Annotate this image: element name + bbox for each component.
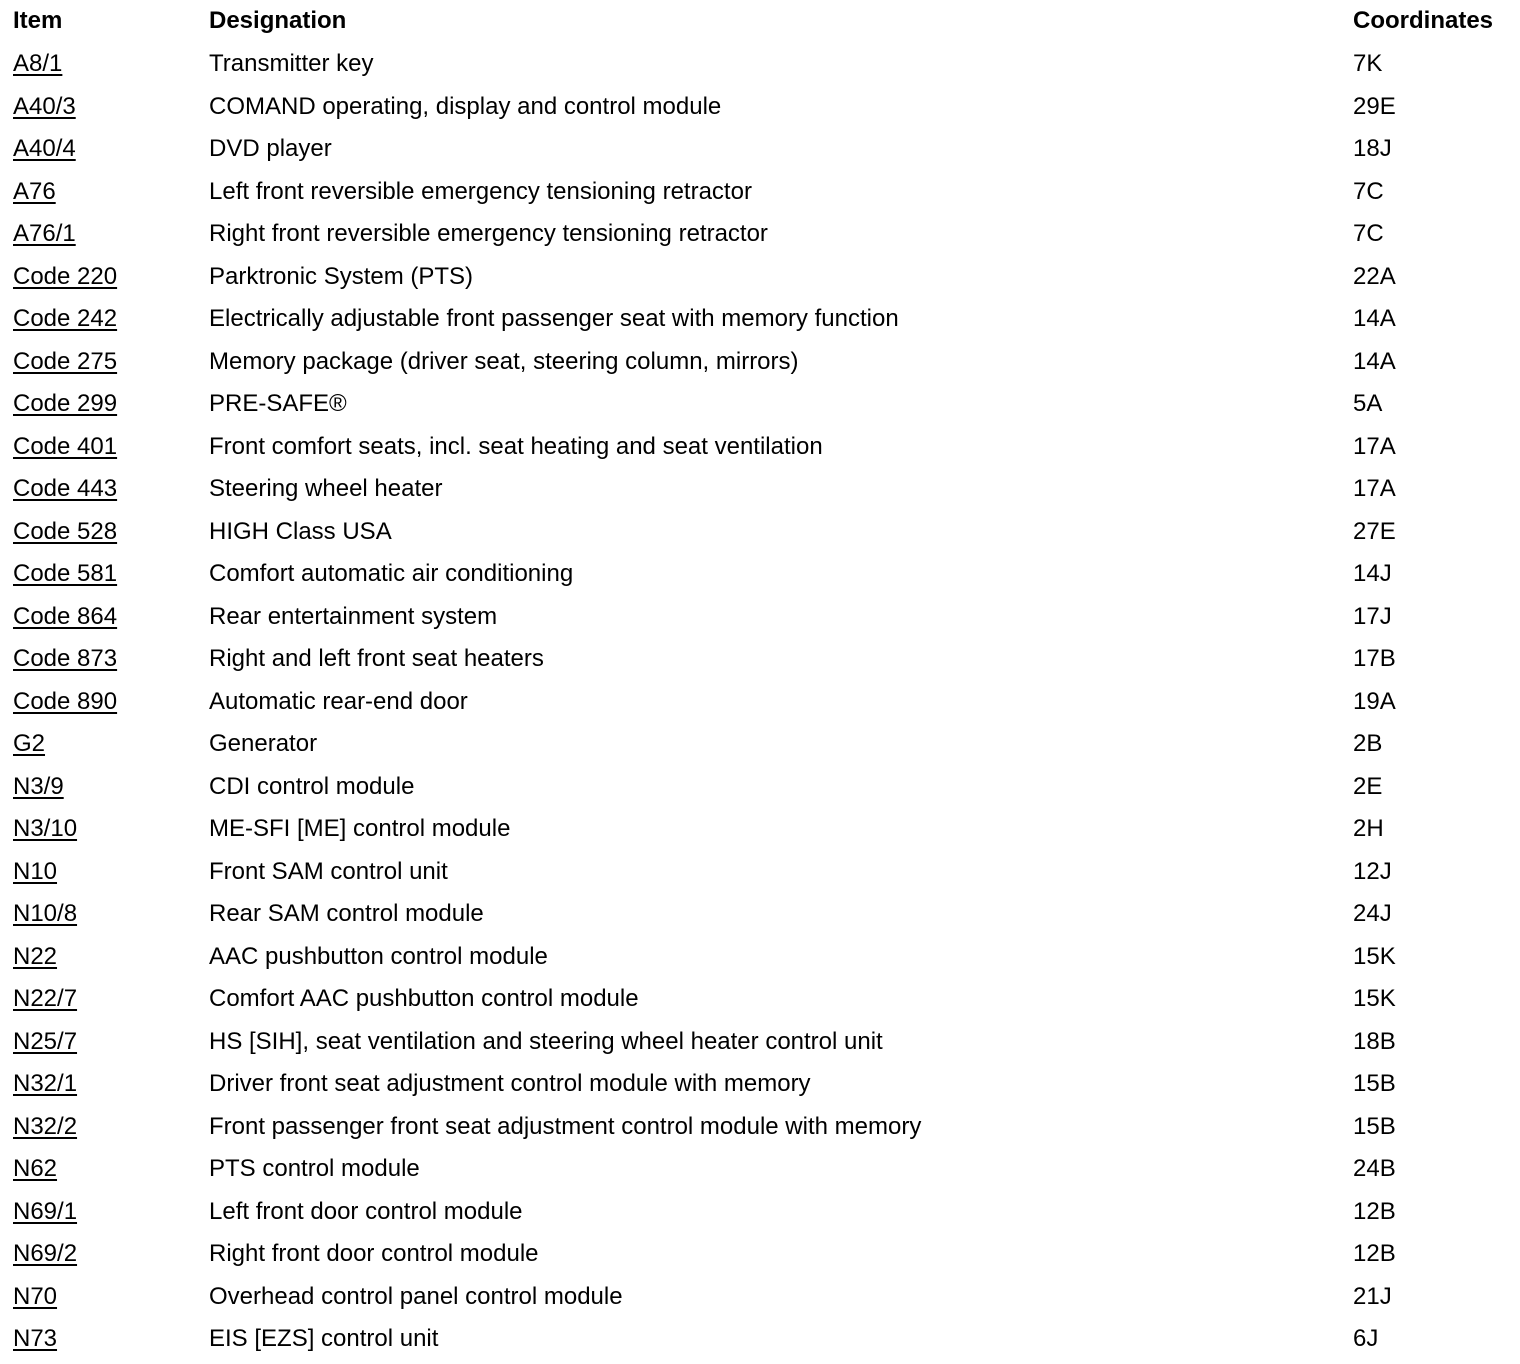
cell-designation: EIS [EZS] control unit xyxy=(209,1325,439,1352)
cell-item xyxy=(13,1327,57,1351)
cell-item xyxy=(13,1242,77,1266)
cell-coordinates: 12J xyxy=(1353,857,1392,885)
item-link[interactable]: N73 xyxy=(13,1325,58,1352)
item-link[interactable]: A76/1 xyxy=(13,220,76,247)
table-row xyxy=(0,724,1520,767)
table-row xyxy=(0,894,1520,937)
item-link[interactable]: N32/2 xyxy=(13,1112,78,1140)
header-item: Item xyxy=(13,7,63,34)
cell-item xyxy=(13,817,77,841)
cell-designation: Parktronic System (PTS) xyxy=(209,262,474,290)
table-header xyxy=(0,0,1520,44)
table-row xyxy=(0,342,1520,385)
table-row xyxy=(0,469,1520,512)
cell-coordinates: 2E xyxy=(1353,772,1383,800)
cell-item xyxy=(13,902,77,926)
item-link[interactable]: Code 220 xyxy=(13,262,118,290)
cell-item xyxy=(13,1027,78,1055)
cell-item xyxy=(13,262,118,290)
item-link[interactable]: N22 xyxy=(13,942,58,970)
cell-item xyxy=(13,987,77,1011)
cell-coordinates: 29E xyxy=(1353,92,1396,120)
cell-item xyxy=(13,307,117,331)
table-row xyxy=(0,682,1520,725)
cell-designation: PTS control module xyxy=(209,1155,420,1182)
table-row xyxy=(0,1064,1520,1107)
table-row xyxy=(0,427,1520,470)
cell-item xyxy=(13,602,118,630)
cell-coordinates: 15B xyxy=(1353,1070,1396,1097)
table-row xyxy=(0,1319,1520,1362)
cell-item xyxy=(13,1197,78,1225)
table-row xyxy=(0,639,1520,682)
item-link[interactable]: Code 443 xyxy=(13,475,118,502)
table-row xyxy=(0,1022,1520,1065)
cell-coordinates: 17A xyxy=(1353,475,1396,502)
cell-designation: Right and left front seat heaters xyxy=(209,645,544,672)
item-link[interactable]: N10 xyxy=(13,857,58,885)
cell-coordinates: 15K xyxy=(1353,985,1396,1012)
item-link[interactable]: N69/1 xyxy=(13,1197,78,1225)
table-row xyxy=(0,1192,1520,1235)
cell-designation: Rear entertainment system xyxy=(209,602,498,630)
item-link[interactable]: N22/7 xyxy=(13,985,78,1012)
header-coordinates: Coordinates xyxy=(1353,7,1494,34)
cell-designation: Rear SAM control module xyxy=(209,900,484,927)
cell-designation: DVD player xyxy=(209,135,332,162)
cell-coordinates: 2H xyxy=(1353,815,1384,842)
item-link[interactable]: Code 890 xyxy=(13,687,118,715)
cell-item xyxy=(13,517,118,545)
cell-designation: Left front door control module xyxy=(209,1197,523,1225)
table-row xyxy=(0,1234,1520,1277)
cell-designation: Memory package (driver seat, steering column, mirrors) xyxy=(209,347,799,375)
table-row xyxy=(0,384,1520,427)
cell-item xyxy=(13,392,117,416)
item-link[interactable]: Code 528 xyxy=(13,517,118,545)
item-link[interactable]: Code 864 xyxy=(13,602,118,630)
cell-coordinates: 24B xyxy=(1353,1155,1396,1182)
cell-designation: Right front door control module xyxy=(209,1240,539,1267)
item-link[interactable]: A76 xyxy=(13,177,56,205)
header-designation: Designation xyxy=(209,7,347,34)
cell-coordinates: 18B xyxy=(1353,1027,1396,1055)
cell-designation: HS [SIH], seat ventilation and steering wheel heater control unit xyxy=(209,1027,883,1055)
cell-item xyxy=(13,177,56,205)
cell-coordinates: 17A xyxy=(1353,432,1396,460)
cell-item xyxy=(13,1282,58,1310)
cell-coordinates: 7C xyxy=(1353,220,1384,247)
table-row xyxy=(0,44,1520,87)
cell-coordinates: 14J xyxy=(1353,560,1392,587)
cell-item xyxy=(13,1112,78,1140)
cell-item xyxy=(13,942,58,970)
item-link[interactable]: Code 275 xyxy=(13,347,118,375)
cell-designation: CDI control module xyxy=(209,772,415,800)
cell-coordinates: 2B xyxy=(1353,730,1383,757)
table-row xyxy=(0,554,1520,597)
table-row xyxy=(0,172,1520,215)
item-link[interactable]: N32/1 xyxy=(13,1070,78,1097)
item-link[interactable]: Code 581 xyxy=(13,560,118,587)
item-link[interactable]: Code 873 xyxy=(13,645,118,672)
item-link[interactable]: A40/3 xyxy=(13,92,76,120)
table-body xyxy=(0,44,1520,1362)
item-link[interactable]: A8/1 xyxy=(13,50,63,77)
item-link[interactable]: N70 xyxy=(13,1282,58,1310)
cell-designation: Comfort automatic air conditioning xyxy=(209,560,574,587)
table-row xyxy=(0,87,1520,130)
item-link[interactable]: A40/4 xyxy=(13,135,76,162)
cell-coordinates: 21J xyxy=(1353,1282,1392,1310)
item-link[interactable]: Code 299 xyxy=(13,390,118,417)
cell-item xyxy=(13,647,117,671)
cell-coordinates: 14A xyxy=(1353,347,1396,375)
cell-designation: Comfort AAC pushbutton control module xyxy=(209,985,639,1012)
cell-designation: Left front reversible emergency tensioning retractor xyxy=(209,177,752,205)
cell-item xyxy=(13,772,64,800)
item-link[interactable]: Code 242 xyxy=(13,305,118,332)
item-link[interactable]: N69/2 xyxy=(13,1240,78,1267)
cell-designation: Transmitter key xyxy=(209,50,374,77)
cell-item xyxy=(13,92,76,120)
cell-item xyxy=(13,562,117,586)
cell-coordinates: 18J xyxy=(1353,135,1392,162)
table-row xyxy=(0,852,1520,895)
item-link[interactable]: N62 xyxy=(13,1155,58,1182)
cell-designation: Electrically adjustable front passenger seat with memory function xyxy=(209,305,899,332)
table-row xyxy=(0,597,1520,640)
table-row xyxy=(0,1149,1520,1192)
cell-designation: Front SAM control unit xyxy=(209,857,448,885)
cell-item xyxy=(13,432,118,460)
cell-item xyxy=(13,1072,77,1096)
cell-designation: Front comfort seats, incl. seat heating and seat ventilation xyxy=(209,432,823,460)
cell-coordinates: 7K xyxy=(1353,50,1383,77)
table-row xyxy=(0,129,1520,172)
cell-coordinates: 5A xyxy=(1353,390,1383,417)
cell-item xyxy=(13,1157,57,1181)
cell-designation: Automatic rear-end door xyxy=(209,687,468,715)
cell-item xyxy=(13,137,76,161)
table-row xyxy=(0,257,1520,300)
cell-designation: PRE-SAFE® xyxy=(209,390,347,417)
cell-coordinates: 17J xyxy=(1353,602,1392,630)
item-link[interactable]: Code 401 xyxy=(13,432,118,460)
cell-designation: Front passenger front seat adjustment control module with memory xyxy=(209,1112,922,1140)
cell-coordinates: 22A xyxy=(1353,262,1396,290)
item-link[interactable]: N10/8 xyxy=(13,900,78,927)
cell-coordinates: 15K xyxy=(1353,942,1396,970)
cell-designation: Driver front seat adjustment control module with memory xyxy=(209,1070,811,1097)
cell-coordinates: 6J xyxy=(1353,1325,1379,1352)
cell-coordinates: 17B xyxy=(1353,645,1396,672)
cell-coordinates: 15B xyxy=(1353,1112,1396,1140)
table-row xyxy=(0,809,1520,852)
cell-item xyxy=(13,857,58,885)
item-link[interactable]: N25/7 xyxy=(13,1027,78,1055)
cell-designation: Generator xyxy=(209,730,318,757)
table-row xyxy=(0,299,1520,342)
cell-coordinates: 7C xyxy=(1353,177,1384,205)
table-row xyxy=(0,767,1520,810)
cell-designation: HIGH Class USA xyxy=(209,517,392,545)
cell-item xyxy=(13,52,62,76)
cell-item xyxy=(13,477,117,501)
table-row xyxy=(0,1277,1520,1320)
item-link[interactable]: N3/9 xyxy=(13,772,64,800)
item-link[interactable]: N3/10 xyxy=(13,815,78,842)
cell-designation: COMAND operating, display and control module xyxy=(209,92,722,120)
cell-item xyxy=(13,732,45,756)
cell-coordinates: 27E xyxy=(1353,517,1396,545)
cell-coordinates: 12B xyxy=(1353,1197,1396,1225)
cell-designation: ME-SFI [ME] control module xyxy=(209,815,511,842)
cell-item xyxy=(13,687,118,715)
cell-designation: AAC pushbutton control module xyxy=(209,942,548,970)
cell-coordinates: 14A xyxy=(1353,305,1396,332)
table-row xyxy=(0,214,1520,257)
cell-designation: Steering wheel heater xyxy=(209,475,443,502)
table-row xyxy=(0,979,1520,1022)
cell-coordinates: 12B xyxy=(1353,1240,1396,1267)
item-link[interactable]: G2 xyxy=(13,730,46,757)
cell-designation: Overhead control panel control module xyxy=(209,1282,623,1310)
table-row xyxy=(0,1107,1520,1150)
cell-item xyxy=(13,222,76,246)
table-row xyxy=(0,512,1520,555)
cell-item xyxy=(13,347,118,375)
cell-coordinates: 19A xyxy=(1353,687,1396,715)
cell-coordinates: 24J xyxy=(1353,900,1392,927)
cell-designation: Right front reversible emergency tensioning retractor xyxy=(209,220,768,247)
table-row xyxy=(0,937,1520,980)
